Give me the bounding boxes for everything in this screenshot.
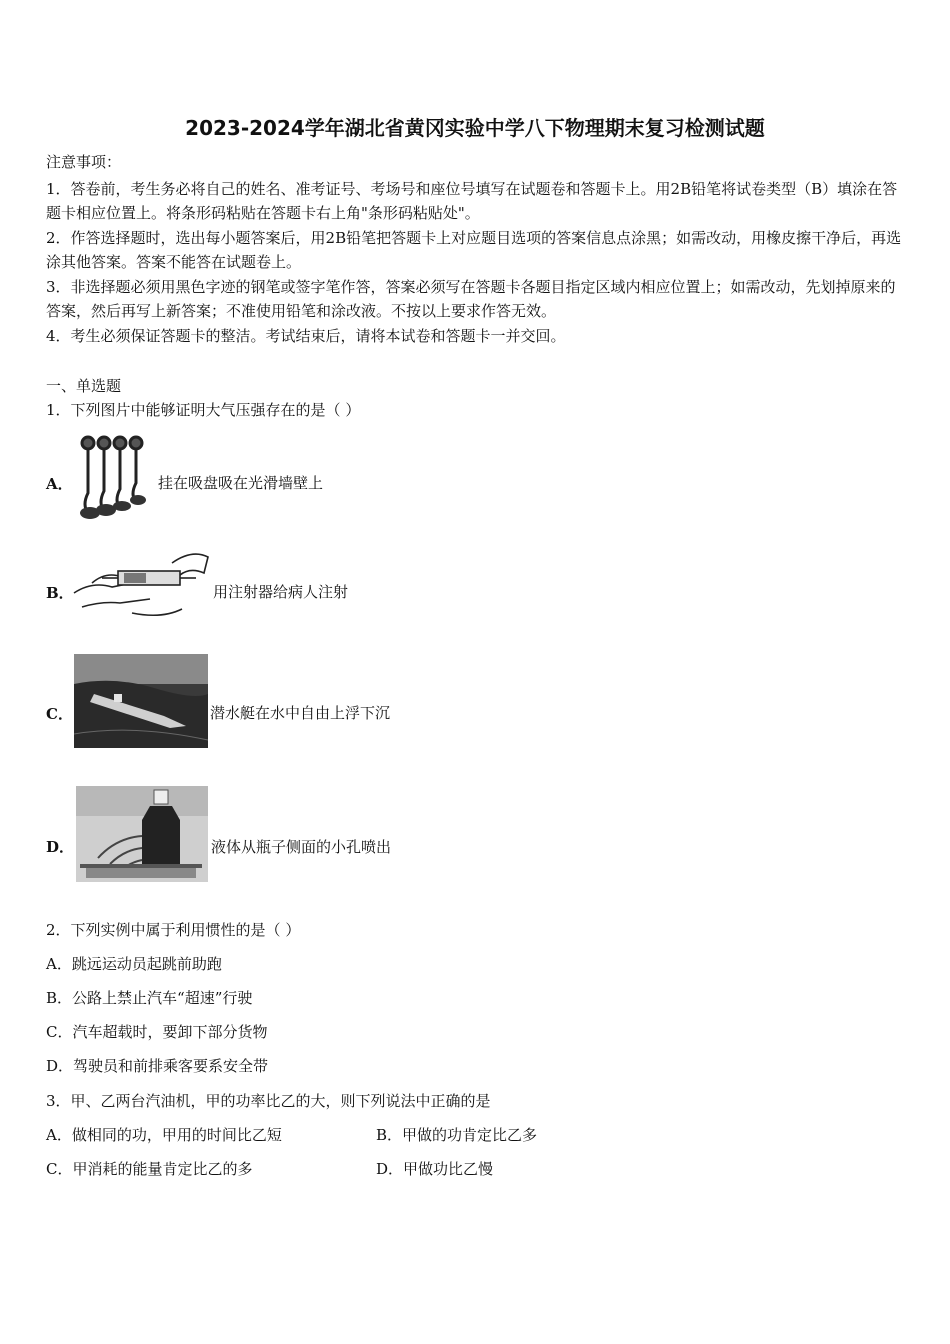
q1-option-a-text: 挂在吸盘吸在光滑墙壁上 — [158, 474, 324, 492]
q1-option-b-text: 用注射器给病人注射 — [213, 583, 349, 601]
q2-option-d: D．驾驶员和前排乘客要系安全带 — [46, 1057, 269, 1075]
notice-item-4: 4．考生必须保证答题卡的整洁。考试结束后，请将本试卷和答题卡一并交回。 — [46, 327, 566, 345]
q1-option-c-letter: C． — [46, 705, 73, 723]
q3-option-c: C．甲消耗的能量肯定比乙的多 — [46, 1160, 253, 1178]
notice-item-2: 2．作答选择题时，选出每小题答案后，用2B铅笔把答题卡上对应题目选项的答案信息点涂黑；如需改动，用橡皮擦干净后，再选涂其他答案。答案不能答在试题卷上。 — [46, 229, 902, 271]
question-3-stem: 3．甲、乙两台汽油机，甲的功率比乙的大，则下列说法中正确的是 — [46, 1092, 491, 1110]
bottle-icon — [76, 786, 208, 882]
q1-option-d-letter: D． — [46, 838, 75, 856]
question-1-stem: 1．下列图片中能够证明大气压强存在的是（ ） — [46, 401, 361, 419]
notice-item-1: 1．答卷前，考生务必将自己的姓名、准考证号、考场号和座位号填写在试题卷和答题卡上。用2B铅笔将试卷类型（B）填涂在答题卡相应位置上。将条形码粘贴在答题卡右上角"条形码粘贴处"。 — [46, 180, 898, 222]
q1-option-d-text: 液体从瓶子侧面的小孔喷出 — [211, 838, 392, 856]
q3-option-b: B．甲做的功肯定比乙多 — [376, 1126, 538, 1144]
q1-option-c-text: 潜水艇在水中自由上浮下沉 — [210, 704, 391, 722]
submarine-icon — [74, 654, 208, 748]
notice-item-3: 3．非选择题必须用黑色字迹的钢笔或签字笔作答，答案必须写在答题卡各题目指定区域内相应位置上；如需改动，先划掉原来的答案，然后再写上新答案；不准使用铅笔和涂改液。不按以上要求作答无效。 — [46, 278, 896, 320]
q2-option-b: B．公路上禁止汽车“超速”行驶 — [46, 989, 253, 1007]
q3-option-a: A．做相同的功，甲用的时间比乙短 — [46, 1126, 282, 1144]
hooks-icon — [74, 433, 154, 523]
section-heading: 一、单选题 — [46, 377, 122, 395]
page-title: 2023-2024学年湖北省黄冈实验中学八下物理期末复习检测试题 — [185, 116, 765, 140]
q1-option-b-letter: B． — [46, 584, 74, 602]
question-2-stem: 2．下列实例中属于利用惯性的是（ ） — [46, 921, 301, 939]
notice-heading: 注意事项： — [46, 153, 122, 171]
syringe-icon — [72, 543, 212, 625]
q2-option-a: A．跳远运动员起跳前助跑 — [46, 955, 222, 973]
q2-option-c: C．汽车超载时，要卸下部分货物 — [46, 1023, 268, 1041]
q1-option-a-letter: A． — [46, 475, 73, 493]
q3-option-d: D．甲做功比乙慢 — [376, 1160, 494, 1178]
